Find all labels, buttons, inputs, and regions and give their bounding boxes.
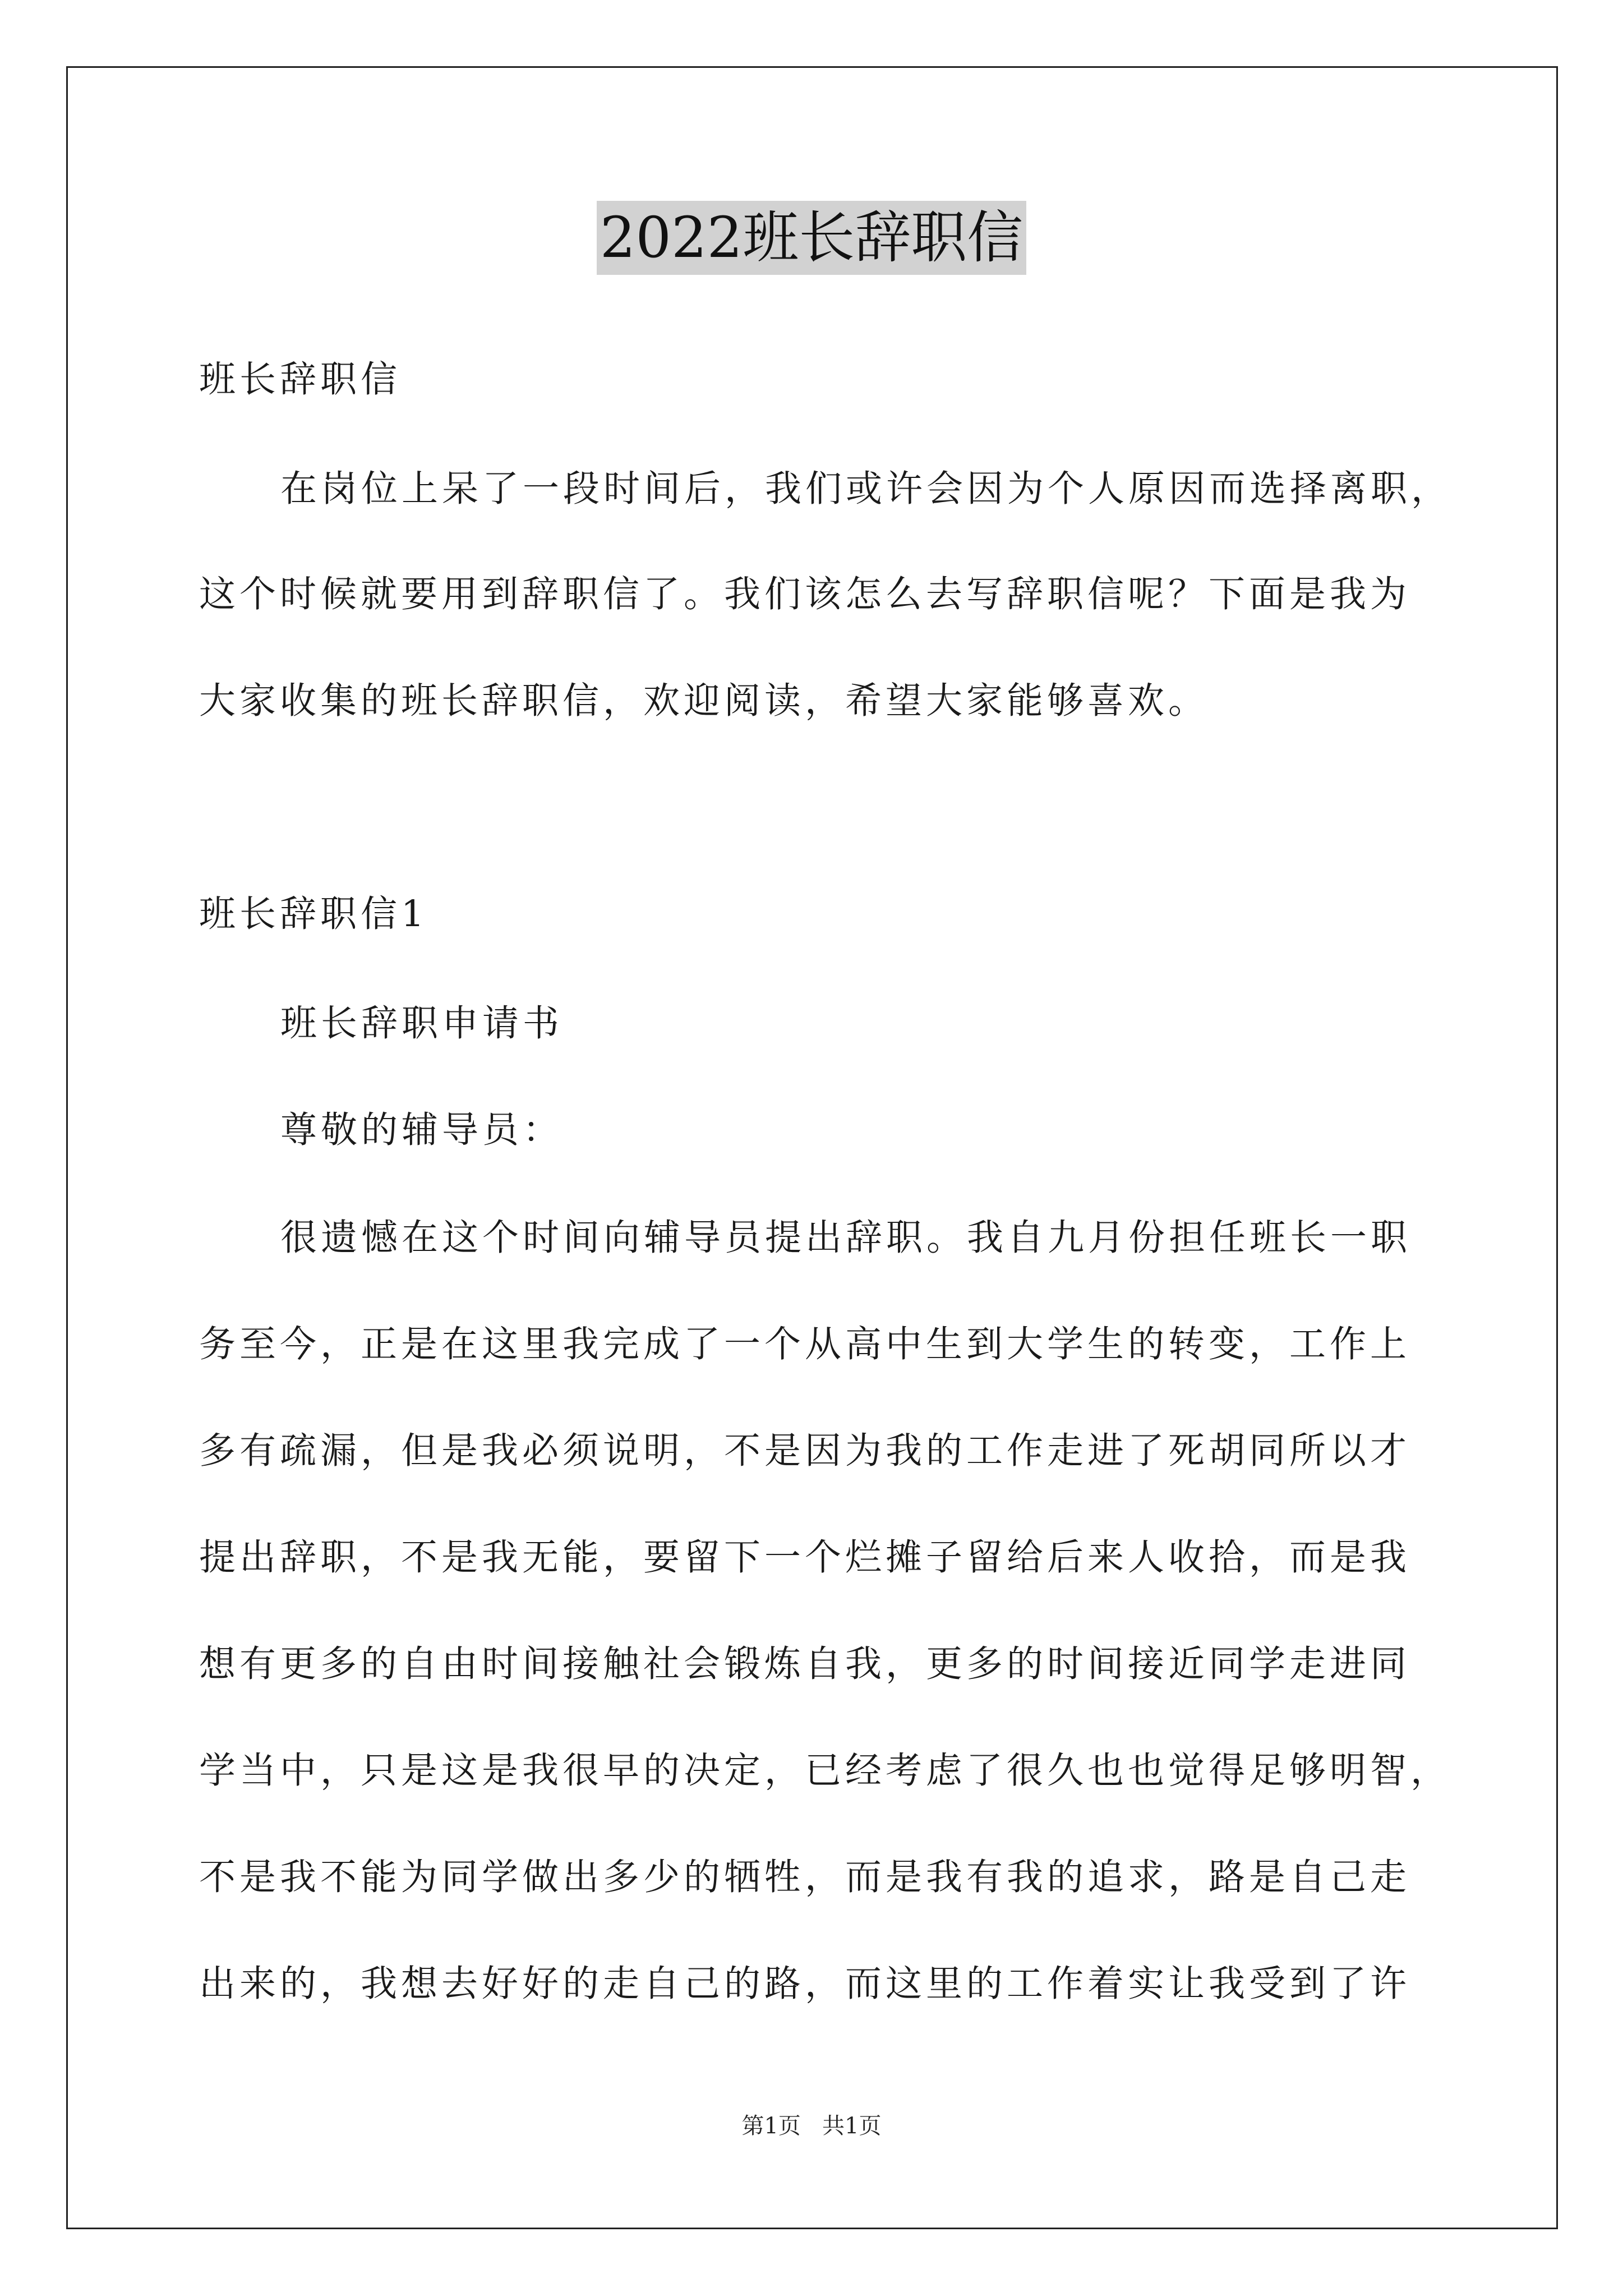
letter-title: 班长辞职申请书 (280, 1002, 564, 1045)
intro-line: 大家收集的班长辞职信，欢迎阅读，希望大家能够喜欢。 (199, 680, 1209, 722)
body-line: 务至今，正是在这里我完成了一个从高中生到大学生的转变，工作上 (199, 1323, 1411, 1365)
section-title: 班长辞职信1 (199, 893, 428, 935)
title-wrap (0, 201, 1623, 275)
document-title: 2022班长辞职信 (597, 201, 1027, 275)
body-line: 很遗憾在这个时间向辅导员提出辞职。我自九月份担任班长一职 (280, 1217, 1412, 1259)
page-footer: 第1页 共1页 (741, 2113, 882, 2139)
body-line: 出来的，我想去好好的走自己的路，而这里的工作着实让我受到了许 (199, 1963, 1411, 2005)
intro-line: 在岗位上呆了一段时间后，我们或许会因为个人原因而选择离职， (280, 468, 1452, 510)
body-line: 多有疏漏，但是我必须说明，不是因为我的工作走进了死胡同所以才 (199, 1430, 1411, 1472)
body-line: 学当中，只是这是我很早的决定，已经考虑了很久也也觉得足够明智， (199, 1750, 1451, 1792)
salutation: 尊敬的辅导员： (280, 1109, 564, 1151)
body-line: 不是我不能为同学做出多少的牺牲，而是我有我的追求，路是自己走 (199, 1856, 1411, 1898)
intro-line: 这个时候就要用到辞职信了。我们该怎么去写辞职信呢？下面是我为 (199, 573, 1411, 615)
body-line: 想有更多的自由时间接触社会锻炼自我，更多的时间接近同学走进同 (199, 1643, 1411, 1685)
document-heading: 班长辞职信 (199, 358, 402, 401)
body-line: 提出辞职，不是我无能，要留下一个烂摊子留给后来人收拾，而是我 (199, 1536, 1411, 1579)
